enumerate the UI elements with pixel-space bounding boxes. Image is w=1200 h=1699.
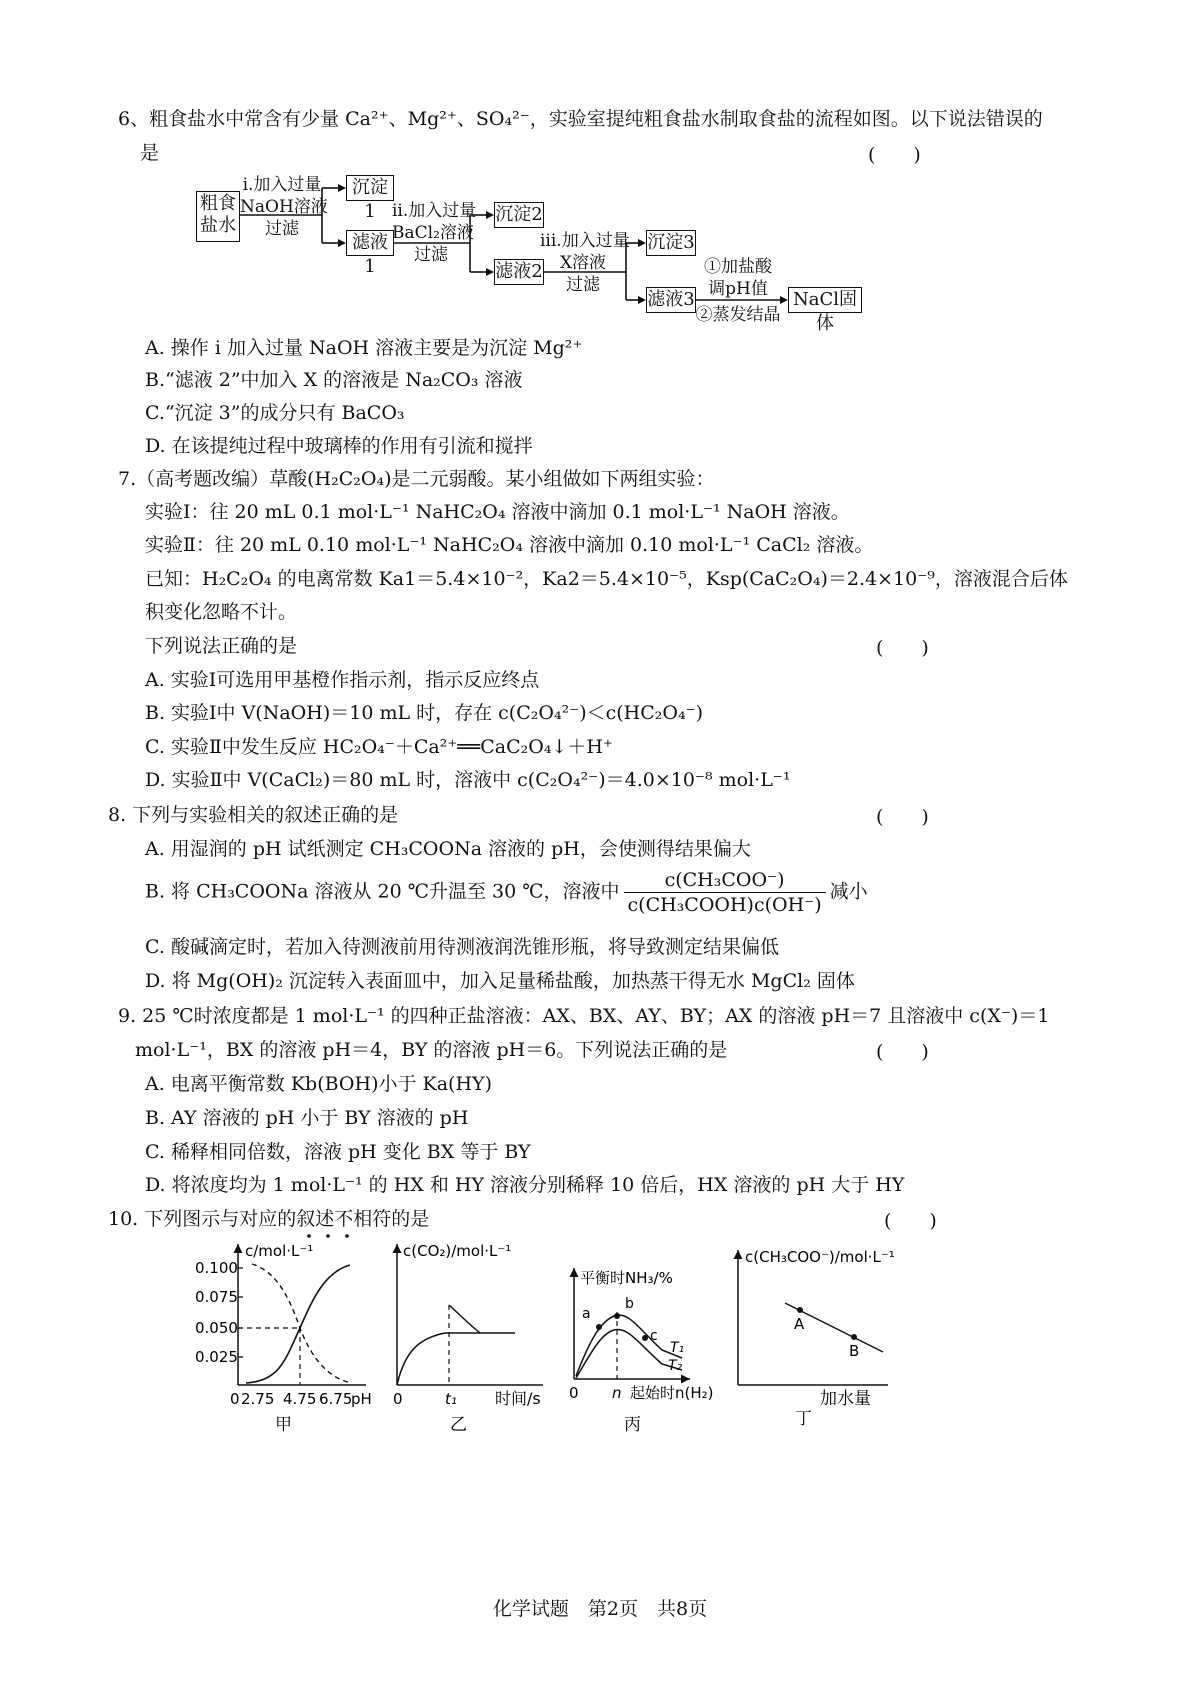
q8-option-b-suffix: 减小 bbox=[829, 880, 868, 903]
graph-jia-x-tick-2: 4.75 bbox=[283, 1390, 317, 1408]
q8-option-d: D. 将 Mg(OH)₂ 沉淀转入表面皿中，加入足量稀盐酸，加热蒸干得无水 MgCl₂ 固体 bbox=[145, 970, 855, 992]
graph-bing-label-t1: T₁ bbox=[670, 1340, 685, 1356]
q7-experiment-2: 实验Ⅱ：往 20 mL 0.10 mol·L⁻¹ NaHC₂O₄ 溶液中滴加 0.10 mol·L⁻¹ CaCl₂ 溶液。 bbox=[145, 534, 874, 556]
box-filtrate-2-label: 滤液2 bbox=[495, 261, 543, 282]
graph-jia-x-origin: 0 bbox=[230, 1390, 240, 1408]
graph-yi-x-origin: 0 bbox=[393, 1390, 403, 1408]
graph-yi-main-curve bbox=[397, 1333, 515, 1385]
graph-bing-x-n: n bbox=[612, 1384, 622, 1402]
box-precipitate-2-label: 沉淀2 bbox=[495, 204, 543, 225]
graph-jia-x-tick-1: 2.75 bbox=[241, 1390, 275, 1408]
graph-yi-xlabel: 时间/s bbox=[495, 1389, 541, 1408]
box-raw-brine-label: 粗食盐水 bbox=[200, 193, 236, 236]
q9-stem-line2: mol·L⁻¹，BX 的溶液 pH＝4，BY 的溶液 pH＝6。下列说法正确的是 bbox=[135, 1039, 728, 1061]
q7-answer-paren: ( ) bbox=[876, 637, 929, 659]
step1-line1: i.加入过量 bbox=[242, 175, 322, 195]
q6-answer-paren: ( ) bbox=[868, 144, 921, 166]
graph-bing-point-b bbox=[614, 1313, 620, 1319]
graph-ding-point-a bbox=[797, 1307, 803, 1313]
q6-stem-line2: 是 bbox=[140, 142, 160, 164]
graph-ding bbox=[738, 1248, 895, 1429]
graph-bing-xlabel: 起始时n(H₂) bbox=[630, 1384, 714, 1402]
q8-stem: 8. 下列与实验相关的叙述正确的是 bbox=[108, 804, 399, 826]
graph-jia-x-unit: pH bbox=[351, 1390, 372, 1408]
fraction-numerator: c(CH₃COO⁻) bbox=[624, 868, 826, 893]
step1-line3: 过滤 bbox=[265, 219, 299, 239]
step3-line2: X溶液 bbox=[559, 253, 607, 273]
q9-option-d: D. 将浓度均为 1 mol·L⁻¹ 的 HX 和 HY 溶液分别稀释 10 倍后，HX 溶液的 pH 大于 HY bbox=[145, 1174, 905, 1196]
box-precipitate-1-label: 沉淀1 bbox=[352, 177, 388, 222]
box-filtrate-3-label: 滤液3 bbox=[647, 289, 695, 310]
q6-option-c: C.“沉淀 3”的成分只有 BaCO₃ bbox=[145, 402, 405, 424]
graph-ding-name: 丁 bbox=[795, 1409, 812, 1429]
q9-answer-paren: ( ) bbox=[876, 1041, 929, 1063]
graph-jia-name: 甲 bbox=[275, 1415, 292, 1435]
graph-ding-point-b bbox=[851, 1334, 857, 1340]
graph-bing-x-origin: 0 bbox=[569, 1384, 579, 1402]
graph-bing-ylabel: 平衡时NH₃/% bbox=[580, 1269, 673, 1287]
graph-jia-ylabel: c/mol·L⁻¹ bbox=[245, 1242, 314, 1260]
step4-line2: 调pH值 bbox=[708, 279, 768, 299]
q7-experiment-1: 实验Ⅰ：往 20 mL 0.1 mol·L⁻¹ NaHC₂O₄ 溶液中滴加 0.1 mol·L⁻¹ NaOH 溶液。 bbox=[145, 501, 850, 523]
q7-option-d: D. 实验Ⅱ中 V(CaCl₂)＝80 mL 时，溶液中 c(C₂O₄²⁻)＝4.0×10⁻⁸ mol·L⁻¹ bbox=[145, 769, 791, 791]
q7-stem: 7.（高考题改编）草酸(H₂C₂O₄)是二元弱酸。某小组做如下两组实验： bbox=[118, 468, 715, 490]
q10-stem: 10. 下列图示与对应的叙述不相符的是 bbox=[108, 1208, 430, 1230]
step3-line1: iii.加入过量 bbox=[540, 231, 630, 251]
q7-option-c: C. 实验Ⅱ中发生反应 HC₂O₄⁻＋Ca²⁺══CaC₂O₄↓＋H⁺ bbox=[145, 736, 613, 758]
q6-option-d: D. 在该提纯过程中玻璃棒的作用有引流和搅拌 bbox=[145, 435, 533, 457]
graph-yi-jump-curve bbox=[449, 1305, 480, 1333]
q9-option-b: B. AY 溶液的 pH 小于 BY 溶液的 pH bbox=[145, 1107, 469, 1129]
q8-option-a: A. 用湿润的 pH 试纸测定 CH₃COONa 溶液的 pH，会使测得结果偏大 bbox=[145, 838, 751, 860]
graph-bing-point-c bbox=[642, 1335, 648, 1341]
graph-ding-label-b: B bbox=[849, 1342, 860, 1360]
q10-answer-paren: ( ) bbox=[884, 1210, 937, 1232]
graph-bing-label-b: b bbox=[625, 1296, 634, 1312]
q6-option-a: A. 操作 i 加入过量 NaOH 溶液主要是为沉淀 Mg²⁺ bbox=[145, 337, 583, 359]
page-footer: 化学试题 第2页 共8页 bbox=[492, 1598, 708, 1620]
graph-jia-solid-curve bbox=[246, 1265, 350, 1383]
q7-option-b: B. 实验Ⅰ中 V(NaOH)＝10 mL 时，存在 c(C₂O₄²⁻)＜c(HC₂O₄⁻) bbox=[145, 702, 704, 724]
graph-jia-y-tick-4: 0.025 bbox=[195, 1348, 238, 1366]
graph-bing-label-t2: T₂ bbox=[668, 1358, 683, 1374]
q7-question: 下列说法正确的是 bbox=[145, 635, 298, 657]
graph-jia-y-tick-3: 0.050 bbox=[195, 1319, 238, 1337]
q7-known-line2: 积变化忽略不计。 bbox=[145, 601, 298, 623]
graph-jia-y-tick-2: 0.075 bbox=[195, 1288, 238, 1306]
graph-bing-label-c: c bbox=[650, 1328, 658, 1344]
step2-line2: BaCl₂溶液 bbox=[392, 223, 474, 243]
q6-stem-line1: 6、粗食盐水中常含有少量 Ca²⁺、Mg²⁺、SO₄²⁻，实验室提纯粗食盐水制取食盐的流程如图。以下说法错误的 bbox=[118, 108, 1043, 130]
graph-bing-point-a bbox=[596, 1324, 602, 1330]
graph-yi bbox=[393, 1242, 543, 1435]
graph-ding-ylabel: c(CH₃COO⁻)/mol·L⁻¹ bbox=[745, 1248, 895, 1266]
graph-bing bbox=[569, 1268, 714, 1435]
step2-line3: 过滤 bbox=[414, 245, 448, 265]
graph-yi-ylabel: c(CO₂)/mol·L⁻¹ bbox=[403, 1242, 512, 1260]
box-nacl-solid-label: NaCl固体 bbox=[792, 289, 857, 334]
q8-option-b-prefix: B. 将 CH₃COONa 溶液从 20 ℃升温至 30 ℃，溶液中 bbox=[145, 880, 620, 903]
step4-line3: ②蒸发结晶 bbox=[695, 305, 781, 325]
graph-bing-t2-curve bbox=[576, 1329, 685, 1378]
graph-yi-name: 乙 bbox=[450, 1415, 467, 1435]
fraction-denominator: c(CH₃COOH)c(OH⁻) bbox=[627, 894, 822, 916]
q9-option-c: C. 稀释相同倍数，溶液 pH 变化 BX 等于 BY bbox=[145, 1141, 531, 1163]
graph-bing-name: 丙 bbox=[624, 1415, 641, 1435]
graph-jia bbox=[195, 1242, 372, 1435]
q6-option-b: B.“滤液 2”中加入 X 的溶液是 Na₂CO₃ 溶液 bbox=[145, 369, 523, 391]
step2-line1: ii.加入过量 bbox=[392, 201, 477, 221]
box-filtrate-1-label: 滤液1 bbox=[352, 232, 388, 277]
graph-jia-x-tick-3: 6.75 bbox=[319, 1390, 353, 1408]
graph-ding-xlabel: 加水量 bbox=[820, 1389, 871, 1409]
step3-line3: 过滤 bbox=[566, 275, 600, 295]
q8-option-c: C. 酸碱滴定时，若加入待测液前用待测液润洗锥形瓶，将导致测定结果偏低 bbox=[145, 936, 779, 958]
graph-yi-x-t1: t₁ bbox=[445, 1390, 457, 1408]
q9-option-a: A. 电离平衡常数 Kb(BOH)小于 Ka(HY) bbox=[145, 1073, 492, 1095]
graph-bing-label-a: a bbox=[582, 1306, 591, 1322]
step1-line2: NaOH溶液 bbox=[240, 197, 328, 217]
graph-jia-y-tick-1: 0.100 bbox=[195, 1259, 238, 1277]
graph-bing-t1-curve bbox=[576, 1315, 685, 1376]
q8-answer-paren: ( ) bbox=[876, 806, 929, 828]
box-precipitate-3-label: 沉淀3 bbox=[647, 232, 695, 253]
graph-ding-label-a: A bbox=[794, 1315, 805, 1333]
q7-known-line1: 已知：H₂C₂O₄ 的电离常数 Ka1＝5.4×10⁻²，Ka2＝5.4×10⁻⁵，Ksp(CaC₂O₄)＝2.4×10⁻⁹，溶液混合后体 bbox=[145, 568, 1068, 590]
q7-option-a: A. 实验Ⅰ可选用甲基橙作指示剂，指示反应终点 bbox=[145, 669, 540, 691]
step4-line1: ①加盐酸 bbox=[704, 257, 772, 277]
q9-stem-line1: 9. 25 ℃时浓度都是 1 mol·L⁻¹ 的四种正盐溶液：AX、BX、AY、BY；AX 的溶液 pH＝7 且溶液中 c(X⁻)＝1 bbox=[118, 1005, 1050, 1027]
